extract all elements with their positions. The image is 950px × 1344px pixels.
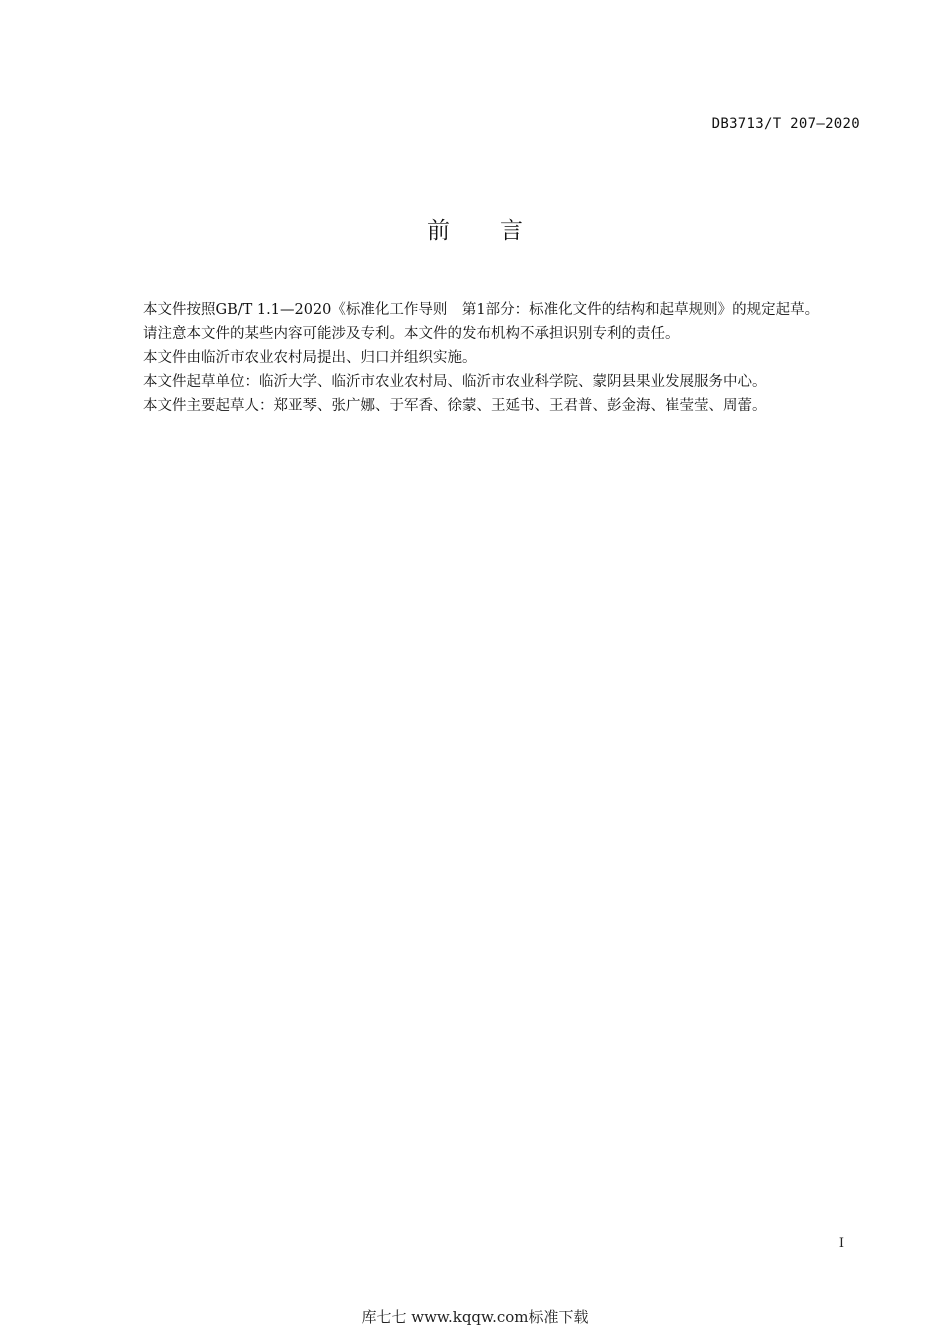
foreword-body (114, 298, 860, 418)
page-number: I (838, 1236, 844, 1251)
paragraph-proposer: 本文件由临沂市农业农村局提出、归口并组织实施。 (143, 350, 477, 366)
document-code: DB3713/T 207—2020 (711, 116, 860, 132)
section-title: 前言 (427, 218, 573, 244)
paragraph-patent-notice: 请注意本文件的某些内容可能涉及专利。本文件的发布机构不承担识别专利的责任。 (143, 326, 680, 342)
paragraph-drafters: 本文件主要起草人：郑亚琴、张广娜、于军香、徐蒙、王延书、王君普、彭金海、崔莹莹、周蕾。 (143, 398, 767, 414)
paragraph-drafting-units: 本文件起草单位：临沂大学、临沂市农业农村局、临沂市农业科学院、蒙阴县果业发展服务中心。 (143, 374, 767, 390)
paragraph-drafting-rules: 本文件按照GB/T 1.1—2020《标准化工作导则 第1部分：标准化文件的结构和起草规则》的规定起草。 (143, 302, 820, 318)
footer-watermark: 库七七 www.kqqw.com标准下载 (361, 1308, 589, 1326)
